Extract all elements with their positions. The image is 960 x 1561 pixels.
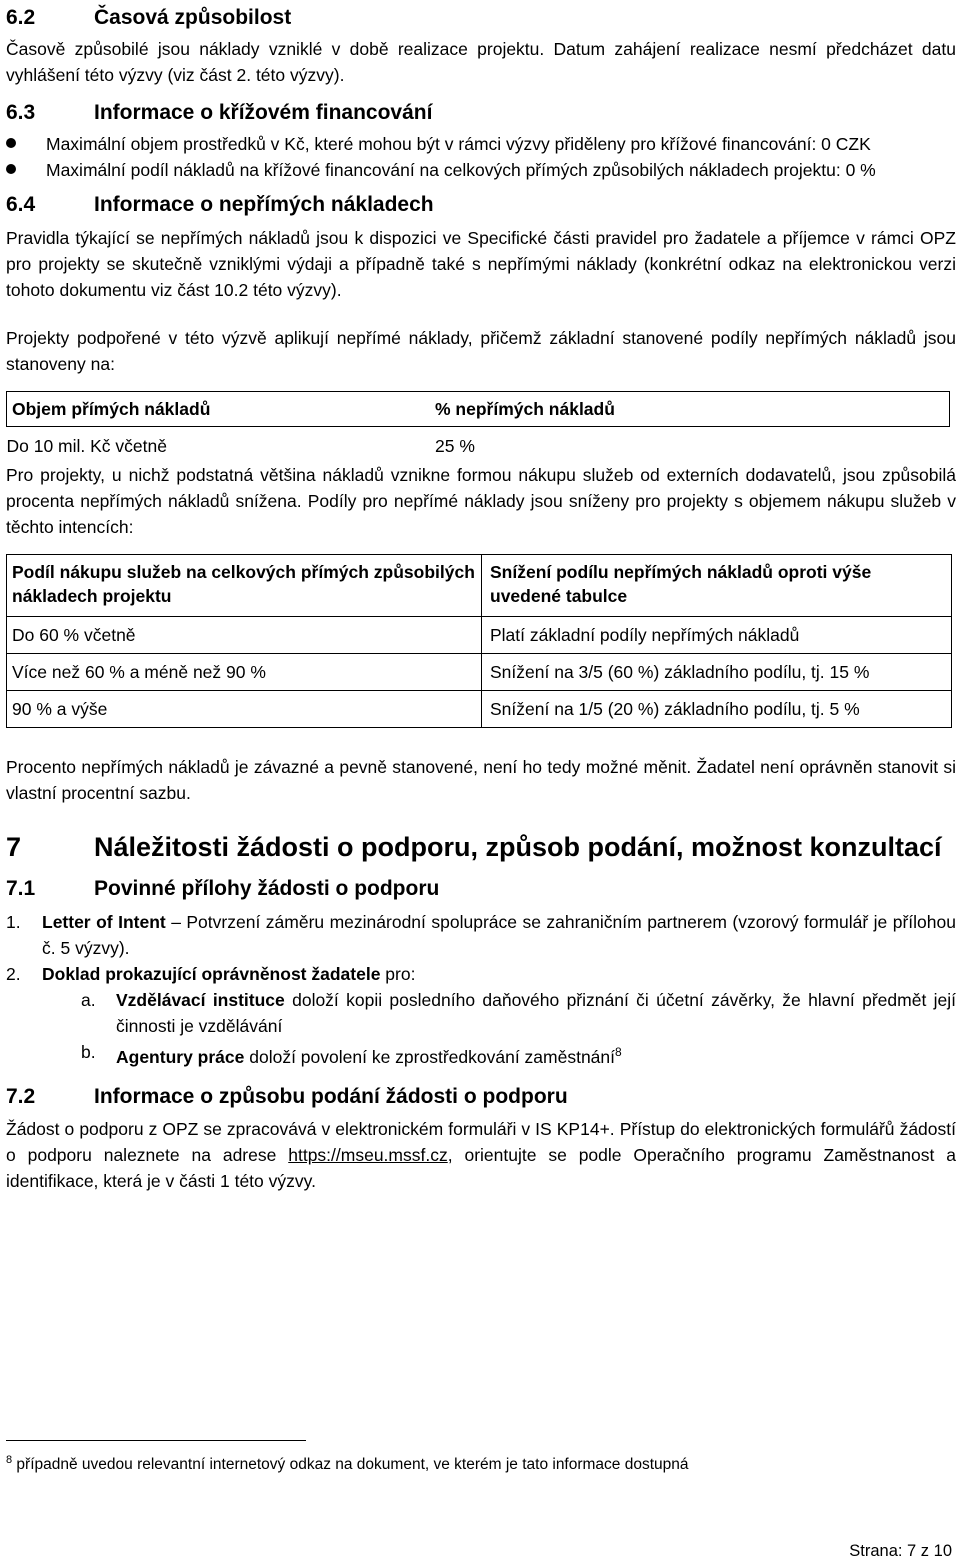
table-cell: 25 % (435, 436, 475, 456)
footnote-reference[interactable]: 8 (615, 1045, 622, 1059)
heading-title: Časová způsobilost (94, 6, 292, 29)
table-row (7, 427, 950, 459)
table-header-cell: Objem přímých nákladů (7, 392, 426, 427)
heading-6-3 (6, 100, 956, 126)
list-letter: a. (81, 990, 96, 1010)
table-cell: Snížení na 1/5 (20 %) základního podílu, tj. 5 % (482, 691, 952, 728)
footnote (6, 1450, 689, 1475)
heading-6-2 (6, 5, 956, 31)
table-cell: Do 60 % včetně (7, 617, 482, 654)
bullet-icon (6, 164, 16, 174)
heading-number: 6.3 (6, 101, 36, 124)
footnote-separator (6, 1440, 306, 1441)
mseu-link[interactable]: https://mseu.mssf.cz (288, 1144, 448, 1165)
paragraph-fixed-rate: Procento nepřímých nákladů je závazné a pevně stanovené, není ho tedy možné měnit. Žadatel není oprávněn stanovit si vlastní procentní sazbu. (6, 757, 956, 803)
paragraph-indirect-shares: Projekty podpořené v této výzvě aplikují nepřímé náklady, přičemž základní stanovené podíly nepřímých nákladů jsou stanoveny na: (6, 328, 956, 374)
table-cell: Do 10 mil. Kč včetně (6, 436, 167, 456)
footnote-number: 8 (6, 1454, 13, 1466)
heading-title: Informace o způsobu podání žádosti o podporu (94, 1084, 568, 1108)
reduction-table (6, 554, 952, 728)
list-item-bold: Agentury práce (116, 1046, 245, 1067)
heading-title: Informace o křížovém financování (94, 101, 433, 124)
heading-number: 6.2 (6, 6, 36, 29)
sublist-item-education (6, 987, 956, 1039)
list-item-text: Maximální podíl nákladů na křížové financování na celkových přímých způsobilých nákladech projektu: 0 % (46, 160, 876, 180)
table-cell: Více než 60 % a méně než 90 % (7, 654, 482, 691)
list-item-text: – Potvrzení záměru mezinárodní spolupráce se zahraničním partnerem (vzorový formulář je přílohou č. 5 výzvy). (42, 912, 956, 958)
document-page (6, 0, 956, 1560)
table-header-row (7, 555, 952, 617)
table-cell: Snížení na 3/5 (60 %) základního podílu, tj. 15 % (482, 654, 952, 691)
paragraph-indirect-rules: Pravidla týkající se nepřímých nákladů jsou k dispozici ve Specifické části pravidel pro žadatele a příjemce v rámci OPZ pro projekty se skutečně vzniklými výdaji a případně také s nepřímými náklady (konkrétní odkaz na elektronickou verzi tohoto dokumentu viz část 10.2 této výzvy). (6, 228, 956, 300)
paragraph-service-purchase: Pro projekty, u nichž podstatná většina nákladů vznikne formou nákupu služeb od externích dodavatelů, jsou způsobilá procenta nepřímých nákladů snížena. Podíly pro nepřímé náklady jsou sníženy pro projekty s objemem nákupu služeb v těchto intencích: (6, 465, 956, 537)
list-item-bold: Doklad prokazující oprávněnost žadatele (42, 964, 381, 984)
bullet-icon (6, 138, 16, 148)
table-row (7, 654, 952, 691)
list-item-bold: Letter of Intent (42, 912, 166, 932)
footnote-text: případně uvedou relevantní internetový odkaz na dokument, ve kterém je tato informace dostupná (12, 1456, 689, 1474)
table-header-cell: % nepřímých nákladů (425, 392, 950, 427)
heading-number: 7.2 (6, 1084, 36, 1108)
page-number: Strana: 7 z 10 (849, 1542, 952, 1560)
heading-7-1 (6, 876, 956, 902)
heading-title: Informace o nepřímých nákladech (94, 193, 434, 216)
paragraph-submission (6, 1116, 956, 1194)
list-item (6, 157, 956, 183)
list-number: 2. (6, 964, 21, 984)
table-cell: 90 % a výše (7, 691, 482, 728)
list-item-text: pro: (380, 964, 416, 984)
list-item-eligibility-proof (6, 961, 956, 987)
table-cell: Platí základní podíly nepřímých nákladů (482, 617, 952, 654)
paragraph-time-eligibility: Časově způsobilé jsou náklady vzniklé v době realizace projektu. Datum zahájení realizace nesmí předcházet datu vyhlášení této výzvy (viz část 2. této výzvy). (6, 39, 956, 85)
heading-number: 7.1 (6, 877, 36, 900)
list-item-text: Maximální objem prostředků v Kč, které mohou být v rámci výzvy přiděleny pro křížové financování: 0 CZK (46, 134, 871, 154)
table-header-row (7, 392, 950, 427)
list-item-text: doloží kopii posledního daňového přiznání či účetní závěrky, že hlavní předmět její činnosti je vzdělávání (116, 990, 956, 1036)
table-header-cell: Snížení podílu nepřímých nákladů oproti výše uvedené tabulce (482, 555, 952, 617)
table-row (7, 617, 952, 654)
heading-7 (6, 830, 956, 864)
table-row (7, 691, 952, 728)
heading-number: 6.4 (6, 193, 36, 216)
list-letter: b. (81, 1042, 96, 1062)
list-number: 1. (6, 912, 21, 932)
sublist-item-agency (6, 1039, 956, 1070)
heading-title: Povinné přílohy žádosti o podporu (94, 877, 440, 900)
list-item (6, 131, 956, 157)
paragraph-text: Žádost o podporu z OPZ se zpracovává v elektronickém formuláři v IS KP14+. Přístup do elektronických formulářů žádostí o podporu naleznete na adrese (6, 1118, 956, 1165)
heading-title: Náležitosti žádosti o podporu, způsob podání, možnost konzultací (94, 832, 942, 862)
heading-number: 7 (6, 832, 22, 862)
cross-financing-list (6, 131, 956, 183)
paragraph-text: , orientujte se podle Operačního programu Zaměstnanost a identifikace, která je v části 1 této výzvy. (6, 1144, 956, 1191)
list-item-bold: Vzdělávací instituce (116, 990, 285, 1010)
heading-6-4 (6, 192, 956, 218)
heading-7-2 (6, 1084, 956, 1110)
list-item-letter-of-intent (6, 909, 956, 961)
table-header-cell: Podíl nákupu služeb na celkových přímých způsobilých nákladech projektu (7, 555, 482, 617)
indirect-costs-table (6, 391, 950, 458)
list-item-text: doloží povolení ke zprostředkování zaměstnání (244, 1046, 616, 1067)
